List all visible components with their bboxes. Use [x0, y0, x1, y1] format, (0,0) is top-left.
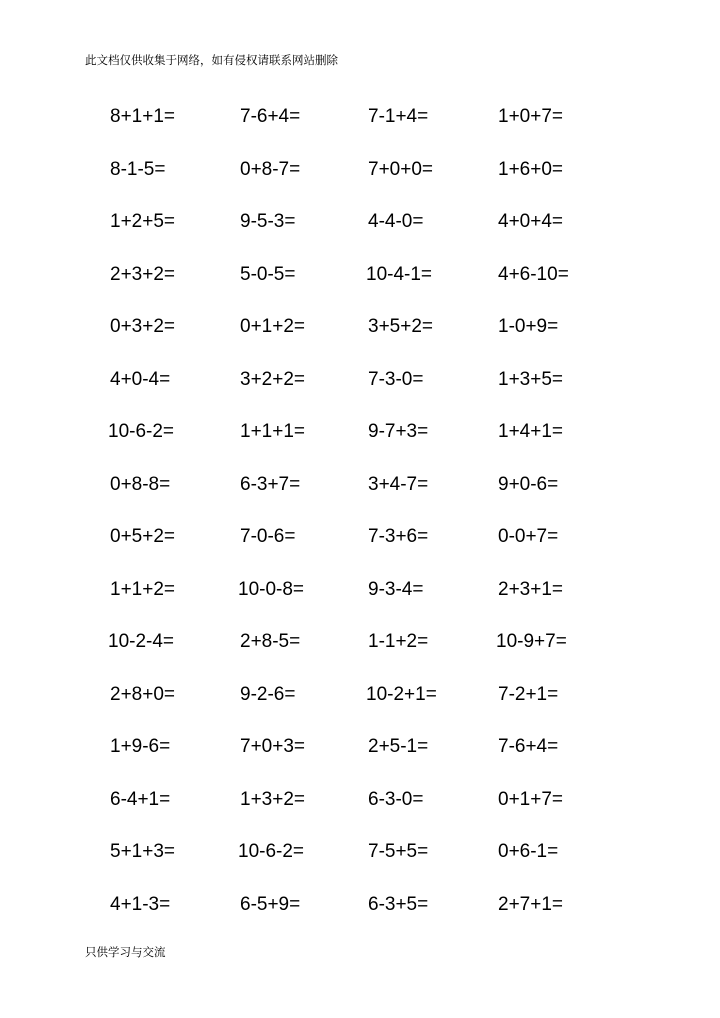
- math-problem: 10-9+7=: [496, 631, 567, 652]
- math-problem: 10-2+1=: [366, 683, 437, 705]
- math-problem: 0+5+2=: [110, 526, 175, 547]
- math-problem: 2+7+1=: [498, 893, 563, 915]
- math-problem: 1+3+2=: [240, 788, 305, 810]
- math-problem: 9-5-3=: [240, 211, 296, 232]
- math-problem: 1+1+1=: [240, 421, 305, 442]
- math-problem: 1+3+5=: [498, 368, 563, 390]
- math-problem: 0+1+2=: [240, 316, 305, 337]
- math-problem: 1+2+5=: [110, 211, 175, 232]
- math-problem: 10-2-4=: [108, 631, 175, 652]
- footer-note: 只供学习与交流: [85, 945, 166, 959]
- math-problem: 7-3-0=: [368, 368, 424, 390]
- header-note: 此文档仅供收集于网络，如有侵权请联系网站删除: [85, 53, 338, 67]
- math-problem: 1+9-6=: [110, 736, 171, 757]
- math-problem: 7-6+4=: [498, 736, 559, 757]
- math-problem: 1+0+7=: [498, 106, 563, 127]
- math-problem: 0+6-1=: [498, 841, 559, 862]
- math-problem: 2+5-1=: [368, 736, 429, 757]
- math-problem: 9-2-6=: [240, 683, 296, 705]
- math-problem: 2+3+2=: [110, 263, 175, 285]
- math-problem: 10-6-2=: [108, 421, 175, 442]
- math-problem: 1-0+9=: [498, 316, 559, 337]
- math-problem: 7-6+4=: [240, 106, 301, 127]
- math-problem: 7-2+1=: [498, 683, 559, 705]
- math-problem: 6-4+1=: [110, 788, 171, 810]
- math-problem: 3+2+2=: [240, 368, 305, 390]
- math-problem: 6-3-0=: [368, 788, 424, 810]
- math-problem: 10-4-1=: [366, 263, 433, 285]
- math-problem: 0+8-7=: [240, 158, 301, 180]
- math-problem: 9-3-4=: [368, 578, 424, 600]
- math-problem: 2+3+1=: [498, 578, 563, 600]
- math-problem: 7-3+6=: [368, 526, 429, 547]
- math-problem: 7-5+5=: [368, 841, 429, 862]
- math-problem: 8-1-5=: [110, 158, 166, 180]
- math-problem: 3+5+2=: [368, 316, 433, 337]
- math-problem: 6-5+9=: [240, 893, 301, 915]
- math-problem: 0+3+2=: [110, 316, 175, 337]
- math-problem: 2+8-5=: [240, 631, 301, 652]
- math-problem: 8+1+1=: [110, 106, 175, 127]
- math-problem: 2+8+0=: [110, 683, 175, 705]
- math-problem: 7-1+4=: [368, 106, 429, 127]
- math-problem: 1+1+2=: [110, 578, 175, 600]
- math-problem: 5-0-5=: [240, 263, 296, 285]
- math-problem: 3+4-7=: [368, 473, 429, 495]
- math-problem: 0-0+7=: [498, 526, 559, 547]
- math-problem: 6-3+7=: [240, 473, 301, 495]
- math-problem: 1-1+2=: [368, 631, 429, 652]
- math-problem: 7+0+3=: [240, 736, 305, 757]
- math-problem: 1+4+1=: [498, 421, 563, 442]
- math-problem: 10-0-8=: [238, 578, 305, 600]
- math-problem: 5+1+3=: [110, 841, 175, 862]
- math-problem: 4+1-3=: [110, 893, 171, 915]
- math-problem: 10-6-2=: [238, 841, 305, 862]
- math-problem: 0+1+7=: [498, 788, 563, 810]
- math-problem: 7-0-6=: [240, 526, 296, 547]
- math-problem: 1+6+0=: [498, 158, 563, 180]
- math-problem: 7+0+0=: [368, 158, 433, 180]
- math-problem: 4+6-10=: [498, 263, 569, 285]
- math-problem: 4-4-0=: [368, 211, 424, 232]
- math-problem: 0+8-8=: [110, 473, 171, 495]
- math-problem: 4+0-4=: [110, 368, 171, 390]
- math-problem: 4+0+4=: [498, 211, 563, 232]
- math-problem: 9-7+3=: [368, 421, 429, 442]
- math-problem: 6-3+5=: [368, 893, 429, 915]
- math-problem: 9+0-6=: [498, 473, 559, 495]
